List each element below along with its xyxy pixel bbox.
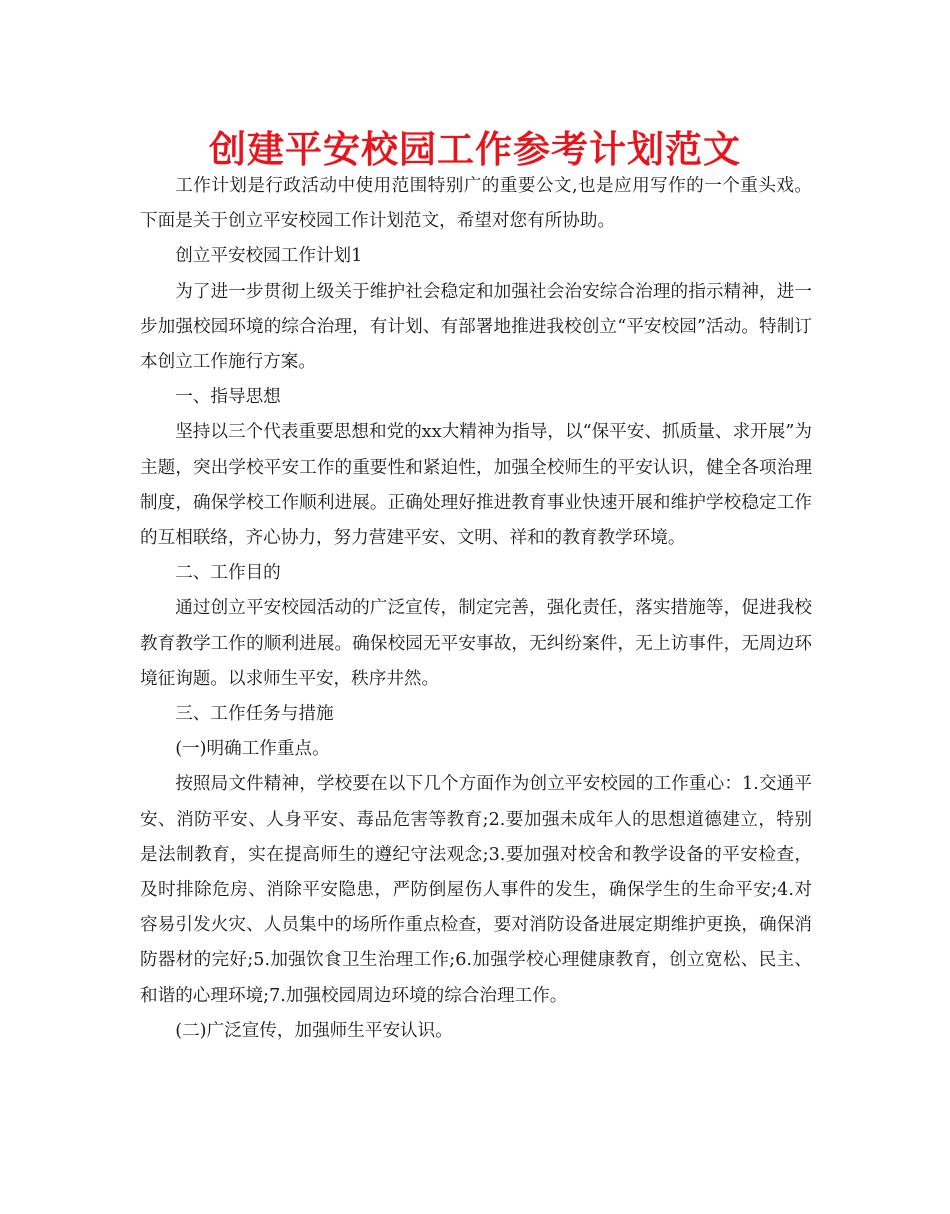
plan-heading: 创立平安校园工作计划1 [175,246,363,267]
document-title: 创建平安校园工作参考计划范文 [209,128,741,171]
intro-paragraph: 工作计划是行政活动中使用范围特别广的重要公文,也是应用写作的一个重头戏。下面是关于创立平安校园工作计划范文，希望对您有所协助。 [140,176,812,232]
guiding-ideology-paragraph: 坚持以三个代表重要思想和党的xx大精神为指导，以“保平安、抓质量、求开展”为主题，突出学校平安工作的重要性和紧迫性，加强全校师生的平安认识，健全各项治理制度，确保学校工作顺利进展。正确处理好推进教育事业快速开展和维护学校稳定工作的互相联络，齐心协力，努力营建平安、文明、祥和的教育教学环境。 [140,422,812,549]
section-heading-tasks-measures: 三、工作任务与措施 [175,704,334,725]
purpose-paragraph: 为了进一步贯彻上级关于维护社会稳定和加强社会治安综合治理的指示精神，进一步加强校园环境的综合治理，有计划、有部署地推进我校创立“平安校园”活动。特制订本创立工作施行方案。 [140,281,812,373]
subsection-heading-key-points: (一)明确工作重点。 [175,739,330,760]
subsection-heading-publicity: (二)广泛宣传，加强师生平安认识。 [175,1020,453,1041]
section-heading-guiding-ideology: 一、指导思想 [175,387,281,408]
section-heading-work-goals: 二、工作目的 [175,563,281,584]
document-body [140,169,812,1049]
key-points-paragraph: 按照局文件精神，学校要在以下几个方面作为创立平安校园的工作重心：1.交通平安、消防平安、人身平安、毒品危害等教育;2.要加强未成年人的思想道德建立，特别是法制教育，实在提高师生的遵纪守法观念;3.要加强对校舍和教学设备的平安检查，及时排除危房、消除平安隐患，严防倒屋伤人事件的发生，确保学生的生命平安;4.对容易引发火灾、人员集中的场所作重点检查，要对消防设备进展定期维护更换，确保消防器材的完好;5.加强饮食卫生治理工作;6.加强学校心理健康教育，创立宽松、民主、和谐的心理环境;7.加强校园周边环境的综合治理工作。 [140,774,812,1006]
work-goals-paragraph: 通过创立平安校园活动的广泛宣传，制定完善，强化责任，落实措施等，促进我校教育教学工作的顺利进展。确保校园无平安事故，无纠纷案件，无上访事件，无周边环境征询题。以求师生平安，秩序井然。 [140,598,812,689]
